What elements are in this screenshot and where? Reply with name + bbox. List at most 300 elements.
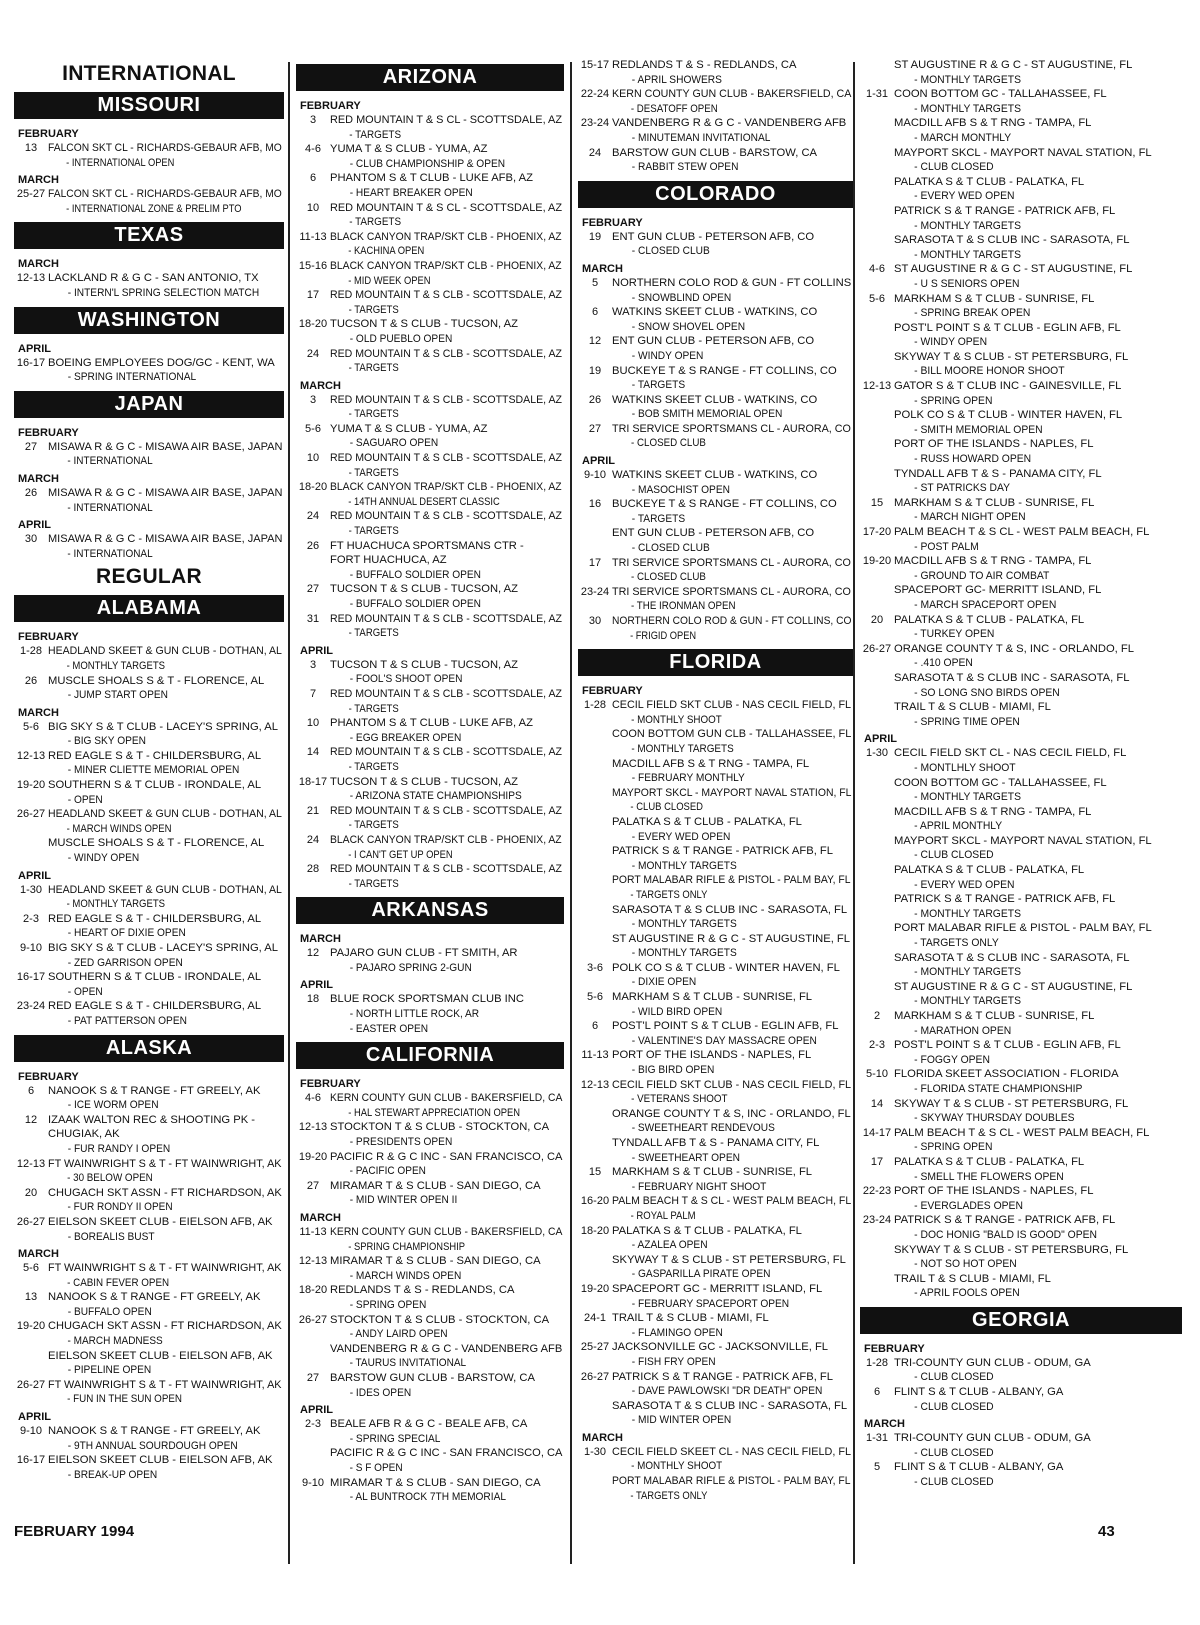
entry-text [894, 671, 1182, 700]
club-name: MAYPORT SKCL - MAYPORT NAVAL STATION, FL [894, 146, 1152, 159]
entry-text [48, 271, 284, 300]
shoot-entry [296, 317, 564, 346]
shoot-entry [578, 903, 853, 932]
event-line: - BIG BIRD OPEN [631, 1064, 715, 1077]
club-name: RED MOUNTAIN T & S CL - SCOTTSDALE, AZ [330, 114, 562, 126]
club-name: IZAAK WALTON REC & SHOOTING PK - [48, 1113, 256, 1126]
entry-text [330, 288, 564, 317]
club-name: WATKINS SKEET CLUB - WATKINS, CO [612, 469, 818, 482]
event-line: - MINER CLIETTE MEMORIAL OPEN [67, 764, 240, 777]
shoot-entry [578, 990, 853, 1019]
shoot-date: 26 [588, 393, 602, 406]
shoot-date: 1-31 [865, 1432, 889, 1445]
event-line: - CLUB CHAMPIONSHIP & OPEN [349, 157, 506, 170]
club-name: MARKHAM S & T CLUB - SUNRISE, FL [612, 1166, 813, 1179]
shoot-date: 15-16 [298, 259, 328, 272]
entry-text [330, 582, 564, 611]
shoot-date: 18-20 [298, 481, 328, 494]
shoot-date: 11-13 [299, 1226, 327, 1238]
shoot-entry [860, 1272, 1182, 1301]
event-line: - BOREALIS BUST [67, 1230, 155, 1243]
shoot-entry [14, 970, 284, 999]
shoot-date: 12 [24, 1113, 38, 1126]
club-name: RED MOUNTAIN T & S CLB - SCOTTSDALE, AZ [330, 393, 562, 406]
event-line: - JUMP START OPEN [67, 689, 168, 702]
event-line: - INTERNATIONAL [67, 547, 153, 560]
shoot-entry [14, 720, 284, 749]
shoot-entry [860, 980, 1182, 1009]
event-line: - TARGETS [348, 408, 399, 421]
entry-text [330, 317, 564, 346]
event-line: - HEART BREAKER OPEN [349, 186, 473, 199]
shoot-date: 15-17 [580, 59, 610, 71]
event-line: - MID WINTER OPEN II [349, 1194, 458, 1207]
event-line: - SPRING CHAMPIONSHIP [348, 1240, 465, 1253]
state-heading: FLORIDA [578, 649, 853, 676]
shoot-entry [296, 539, 564, 583]
column-1 [14, 58, 284, 1482]
shoot-entry [578, 468, 853, 497]
column-divider [288, 62, 290, 1564]
shoot-entry [860, 467, 1182, 496]
event-line: - VETERANS SHOOT [631, 1093, 728, 1106]
club-name: MACDILL AFB S & T RNG - TAMPA, FL [894, 555, 1092, 568]
shoot-entry [296, 1283, 564, 1312]
month-heading: FEBRUARY [300, 1078, 361, 1091]
entry-text [330, 539, 564, 583]
entry-text [612, 1474, 853, 1503]
shoot-entry [860, 146, 1182, 175]
event-line: - PRESIDENTS OPEN [349, 1136, 453, 1149]
event-line: - VALENTINE'S DAY MASSACRE OPEN [631, 1034, 817, 1047]
club-name: RED MOUNTAIN T & S CLB - SCOTTSDALE, AZ [330, 863, 562, 876]
entry-text [894, 921, 1182, 950]
entry-text [330, 1283, 564, 1312]
club-name: BLUE ROCK SPORTSMAN CLUB INC [330, 993, 524, 1006]
shoot-entry [578, 1165, 853, 1194]
club-name: PALM BEACH T & S CL - WEST PALM BEACH, FL [894, 1126, 1150, 1139]
shoot-date: 24 [306, 833, 320, 846]
event-line: - MID WINTER OPEN [631, 1414, 732, 1427]
column-divider [570, 62, 572, 1564]
entry-text [330, 1225, 564, 1254]
month-heading: MARCH [300, 933, 341, 946]
shoot-date: 9-10 [19, 942, 43, 954]
shoot-date: 21 [306, 804, 320, 817]
month-heading: APRIL [300, 644, 333, 657]
club-name: BARSTOW GUN CLUB - BARSTOW, CA [330, 1371, 535, 1384]
state-heading: MISSOURI [14, 92, 284, 119]
shoot-entry [296, 142, 564, 171]
club-name: TUCSON T & S CLUB - TUCSON, AZ [330, 658, 518, 671]
club-name: TYNDALL AFB T & S - PANAMA CITY, FL [894, 467, 1102, 480]
month-heading: APRIL [18, 1411, 51, 1424]
club-name: TUCSON T & S CLUB - TUCSON, AZ [330, 318, 518, 331]
club-name: POST'L POINT S & T CLUB - EGLIN AFB, FL [894, 321, 1121, 334]
shoot-entry [860, 892, 1182, 921]
event-line: - BOB SMITH MEMORIAL OPEN [631, 408, 783, 421]
club-name: MAYPORT SKCL - MAYPORT NAVAL STATION, FL [894, 834, 1152, 847]
event-line: - CLUB CLOSED [914, 161, 994, 174]
entry-text [612, 873, 853, 902]
shoot-date: 16-17 [16, 1454, 46, 1467]
state-heading: JAPAN [14, 391, 284, 418]
shoot-date: 2-3 [869, 1039, 885, 1052]
entry-text [612, 903, 853, 932]
shoot-entry [578, 1194, 853, 1223]
shoot-entry [860, 1038, 1182, 1067]
shoot-date: 12-13 [862, 380, 892, 393]
month-heading: MARCH [18, 472, 59, 485]
shoot-date [578, 932, 612, 961]
event-line: - OPEN [67, 793, 103, 806]
shoot-entry [296, 451, 564, 480]
shoot-entry [578, 844, 853, 873]
club-name: JACKSONVILLE GC - JACKSONVILLE, FL [612, 1341, 829, 1354]
shoot-date: 25-27 [580, 1341, 610, 1354]
entry-text [894, 805, 1182, 834]
shoot-date: 9-10 [301, 1476, 325, 1489]
club-name: MARKHAM S & T CLUB - SUNRISE, FL [612, 991, 813, 1004]
entry-text [48, 941, 284, 970]
shoot-date: 12-13 [298, 1255, 328, 1268]
club-name: CECIL FIELD SKT CLUB - NAS CECIL FIELD, FL [612, 1078, 852, 1091]
shoot-entry [14, 440, 284, 469]
shoot-date: 12-13 [580, 1078, 610, 1091]
club-name: BIG SKY S & T CLUB - LACEY'S SPRING, AL [48, 942, 278, 954]
event-line: - TARGETS [349, 216, 402, 229]
club-name: YUMA T & S CLUB - YUMA, AZ [330, 143, 488, 156]
shoot-date: 11-13 [581, 1049, 609, 1062]
shoot-date [578, 844, 612, 873]
club-name: MACDILL AFB S & T RNG - TAMPA, FL [894, 805, 1092, 818]
shoot-entry [578, 393, 853, 422]
shoot-entry [578, 146, 853, 175]
entry-text [48, 486, 284, 515]
month-heading: APRIL [18, 342, 51, 355]
shoot-entry [578, 1048, 853, 1077]
entry-text [612, 585, 853, 614]
shoot-entry [860, 379, 1182, 408]
entry-text [48, 141, 284, 170]
event-line: - MID WEEK OPEN [348, 274, 431, 287]
club-name: RED MOUNTAIN T & S CLB - SCOTTSDALE, AZ [330, 510, 562, 523]
event-line: - 9TH ANNUAL SOURDOUGH OPEN [67, 1439, 238, 1452]
entry-text [330, 1342, 564, 1371]
event-line: - TARGETS [348, 362, 399, 375]
shoot-date: 14 [870, 1097, 884, 1110]
shoot-date: 19-20 [580, 1282, 610, 1295]
entry-text [612, 1165, 853, 1194]
state-heading: ARKANSAS [296, 897, 564, 924]
column-2 [296, 58, 564, 1505]
shoot-date: 19-20 [298, 1150, 328, 1163]
club-name: KERN COUNTY GUN CLUB - BAKERSFIELD, CA [330, 1226, 563, 1238]
club-name: MARKHAM S & T CLUB - SUNRISE, FL [894, 1010, 1095, 1022]
event-line: - TARGETS [348, 760, 399, 773]
shoot-entry [296, 833, 564, 862]
shoot-date: 10 [306, 452, 320, 465]
event-line: - ZED GARRISON OPEN [67, 956, 183, 969]
shoot-entry [296, 201, 564, 230]
club-name: SOUTHERN S & T CLUB - IRONDALE, AL [48, 971, 262, 984]
shoot-date: 23-24 [862, 1214, 892, 1227]
shoot-entry [296, 259, 564, 288]
shoot-date [860, 146, 894, 175]
event-line: - TARGETS [348, 702, 399, 715]
entry-text [612, 786, 853, 815]
entry-text [894, 1460, 1182, 1489]
shoot-date [860, 892, 894, 921]
entry-text [330, 230, 564, 259]
shoot-entry [14, 644, 284, 673]
event-line: - MONTHLY TARGETS [914, 907, 1022, 920]
month-heading: FEBRUARY [18, 1070, 79, 1083]
event-line: - 14TH ANNUAL DESERT CLASSIC [348, 495, 500, 508]
event-line: - MARCH WINDS OPEN [66, 822, 172, 835]
shoot-entry [860, 262, 1182, 291]
shoot-date [860, 671, 894, 700]
shoot-entry [860, 613, 1182, 642]
club-name: HEADLAND SKEET & GUN CLUB - DOTHAN, AL [48, 808, 282, 821]
shoot-entry [296, 992, 564, 1036]
event-line: - WILD BIRD OPEN [631, 1005, 723, 1018]
entry-text [612, 146, 853, 175]
entry-text [48, 187, 284, 216]
event-line: - MONTHLY TARGETS [914, 219, 1022, 232]
event-line: - PAJARO SPRING 2-GUN [349, 961, 472, 974]
shoot-date [14, 1349, 48, 1378]
shoot-date [860, 776, 894, 805]
month-heading: FEBRUARY [18, 631, 79, 644]
month-heading: APRIL [864, 733, 897, 746]
event-line: - WINDY OPEN [67, 852, 140, 865]
club-name: CECIL FIELD SKT CLUB - NAS CECIL FIELD, FL [612, 699, 852, 712]
event-line: - MONTHLY TARGETS [631, 742, 734, 755]
entry-text [48, 1349, 284, 1378]
event-line: - TARGETS [348, 303, 399, 316]
club-name: VANDENBERG R & G C - VANDENBERG AFB [330, 1342, 563, 1355]
shoot-date: 17 [306, 289, 320, 302]
event-line: - SWEETHEART RENDEVOUS [631, 1122, 775, 1135]
event-line: - CLUB CLOSED [914, 1476, 994, 1489]
entry-text [48, 1113, 284, 1157]
month-heading: MARCH [18, 706, 59, 719]
club-name: KERN COUNTY GUN CLUB - BAKERSFIELD, CA [612, 88, 852, 101]
month-heading: MARCH [300, 379, 341, 392]
shoot-date: 25-27 [16, 188, 46, 201]
entry-text [330, 1446, 564, 1475]
entry-text [330, 687, 564, 716]
shoot-entry [860, 746, 1182, 775]
club-name: KERN COUNTY GUN CLUB - BAKERSFIELD, CA [330, 1092, 563, 1105]
event-line: - SO LONG SNO BIRDS OPEN [914, 686, 1060, 699]
shoot-entry [578, 116, 853, 145]
club-name: TRI-COUNTY GUN CLUB - ODUM, GA [894, 1432, 1091, 1445]
club-name: MARKHAM S & T CLUB - SUNRISE, FL [894, 292, 1095, 305]
club-name: RED MOUNTAIN T & S CLB - SCOTTSDALE, AZ [330, 612, 562, 625]
event-line: - INTERNATIONAL OPEN [66, 156, 175, 169]
shoot-entry [860, 700, 1182, 729]
event-line: - SPRING BREAK OPEN [914, 307, 1031, 320]
club-name: BIG SKY S & T CLUB - LACEY'S SPRING, AL [48, 720, 278, 733]
shoot-entry [860, 776, 1182, 805]
shoot-entry [578, 757, 853, 786]
club-name: CHUGACH SKT ASSN - FT RICHARDSON, AK [48, 1186, 282, 1199]
shoot-entry [296, 745, 564, 774]
club-name: PORT OF THE ISLANDS - NAPLES, FL [894, 438, 1094, 451]
event-line: - FRIGID OPEN [630, 629, 697, 642]
entry-text [330, 142, 564, 171]
shoot-date [578, 1253, 612, 1282]
club-name: NORTHERN COLO ROD & GUN - FT COLLINS [612, 276, 852, 289]
event-line: - MONTHLY TARGETS [631, 859, 737, 872]
event-line: - TARGETS ONLY [630, 888, 708, 901]
event-line: - MONTHLY TARGETS [914, 102, 1022, 115]
shoot-entry [860, 292, 1182, 321]
entry-text [612, 526, 853, 555]
club-name: BLACK CANYON TRAP/SKT CLB - PHOENIX, AZ [330, 481, 562, 494]
event-line: - TARGETS [348, 819, 399, 832]
shoot-date [860, 583, 894, 612]
shoot-entry [860, 1243, 1182, 1272]
event-line: - FEBRUARY MONTHLY [631, 772, 745, 785]
event-line: - CLOSED CLUB [631, 571, 706, 584]
entry-text [330, 480, 564, 509]
club-name: REDLANDS T & S - REDLANDS, CA [612, 59, 797, 71]
event-line: - FEBRUARY SPACEPORT OPEN [631, 1297, 790, 1310]
club-name: POLK CO S & T CLUB - WINTER HAVEN, FL [612, 961, 840, 974]
entry-text [894, 116, 1182, 145]
entry-text [612, 1136, 853, 1165]
entry-text [894, 87, 1182, 116]
column-4 [860, 58, 1182, 1490]
shoot-date: 6 [309, 172, 317, 185]
shoot-entry [578, 1311, 853, 1340]
entry-text [330, 1179, 564, 1208]
event-line: - MONTHLY TARGETS [66, 898, 166, 911]
shoot-entry [860, 1213, 1182, 1242]
entry-text [612, 1078, 853, 1107]
shoot-date [578, 757, 612, 786]
entry-text [612, 334, 853, 363]
entry-text [612, 1311, 853, 1340]
month-heading: FEBRUARY [582, 685, 643, 698]
shoot-date: 3 [309, 658, 317, 671]
shoot-entry [860, 1009, 1182, 1038]
club-name: ENT GUN CLUB - PETERSON AFB, CO [612, 335, 815, 348]
shoot-date: 3-6 [587, 961, 603, 974]
shoot-date: 31 [306, 612, 320, 625]
shoot-date: 2-3 [23, 912, 39, 925]
shoot-date [14, 836, 48, 865]
shoot-entry [578, 556, 853, 585]
event-line: - RUSS HOWARD OPEN [914, 453, 1032, 466]
club-name: TRI SERVICE SPORTSMANS CL - AURORA, CO [612, 585, 851, 598]
shoot-entry [14, 1349, 284, 1378]
event-line: - FUN IN THE SUN OPEN [67, 1393, 183, 1406]
shoot-date: 24 [588, 146, 602, 159]
state-heading: COLORADO [578, 181, 853, 208]
club-name: NORTHERN COLO ROD & GUN - FT COLLINS, CO [612, 615, 852, 627]
shoot-date: 19-20 [862, 555, 892, 568]
event-line: - CLOSED CLUB [631, 245, 710, 258]
entry-text [330, 1371, 564, 1400]
shoot-entry [296, 687, 564, 716]
shoot-entry [860, 408, 1182, 437]
shoot-entry [860, 863, 1182, 892]
entry-text [612, 276, 853, 305]
shoot-entry [296, 862, 564, 891]
entry-text [894, 233, 1182, 262]
shoot-entry [860, 116, 1182, 145]
club-name: FLORIDA SKEET ASSOCIATION - FLORIDA [894, 1068, 1119, 1081]
event-line: - MARCH MADNESS [67, 1335, 163, 1348]
entry-text [330, 804, 564, 833]
club-name: PALM BEACH T & S CL - WEST PALM BEACH, FL [612, 1195, 852, 1208]
entry-text [330, 201, 564, 230]
shoot-entry [578, 585, 853, 614]
entry-text [894, 700, 1182, 729]
event-line: - OPEN [67, 985, 103, 998]
state-heading: GEORGIA [860, 1307, 1182, 1334]
shoot-entry [296, 658, 564, 687]
shoot-entry [14, 941, 284, 970]
club-name: CECIL FIELD SKEET CL - NAS CECIL FIELD, FL [612, 1445, 852, 1458]
shoot-entry [578, 727, 853, 756]
month-heading: MARCH [864, 1418, 905, 1431]
event-line: - KACHINA OPEN [348, 245, 425, 258]
entry-text [330, 833, 564, 862]
shoot-date: 6 [591, 1020, 599, 1033]
event-line: - U S SENIORS OPEN [914, 277, 1020, 290]
event-line: - ST PATRICKS DAY [914, 482, 1011, 495]
shoot-date: 18-20 [298, 318, 328, 331]
shoot-entry [578, 873, 853, 902]
shoot-date: 6 [27, 1084, 35, 1097]
state-heading: CALIFORNIA [296, 1042, 564, 1069]
event-line: - MONTLHLY SHOOT [914, 761, 1016, 774]
shoot-date: 17 [588, 556, 602, 569]
shoot-entry [296, 347, 564, 376]
club-name: MIRAMAR T & S CLUB - SAN DIEGO, CA [330, 1179, 541, 1192]
club-name: FALCON SKT CL - RICHARDS-GEBAUR AFB, MO [48, 142, 282, 154]
entry-text [48, 720, 284, 749]
shoot-entry [860, 834, 1182, 863]
club-name: SARASOTA T & S CLUB INC - SARASOTA, FL [612, 903, 848, 916]
event-line: - SNOW SHOVEL OPEN [631, 320, 746, 333]
shoot-date [860, 408, 894, 437]
entry-text [894, 525, 1182, 554]
shoot-date: 20 [870, 613, 884, 626]
shoot-date: 26-27 [580, 1370, 610, 1383]
club-name: BLACK CANYON TRAP/SKT CLB - PHOENIX, AZ [330, 259, 562, 272]
month-heading: FEBRUARY [300, 100, 361, 112]
event-line: - ARIZONA STATE CHAMPIONSHIPS [349, 790, 522, 803]
shoot-entry [14, 1186, 284, 1215]
shoot-entry [14, 356, 284, 385]
event-line: - EVERGLADES OPEN [914, 1199, 1023, 1212]
entry-text [894, 408, 1182, 437]
shoot-date: 23-24 [580, 117, 610, 130]
club-name: BLACK CANYON TRAP/SKT CLB - PHOENIX, AZ [330, 230, 562, 243]
entry-text [894, 892, 1182, 921]
event-line: - FOOL'S SHOOT OPEN [349, 673, 463, 686]
shoot-date: 12-13 [16, 272, 46, 285]
shoot-date: 5-6 [869, 292, 885, 305]
event-line: - APRIL MONTHLY [914, 820, 1003, 833]
entry-text [48, 883, 284, 912]
